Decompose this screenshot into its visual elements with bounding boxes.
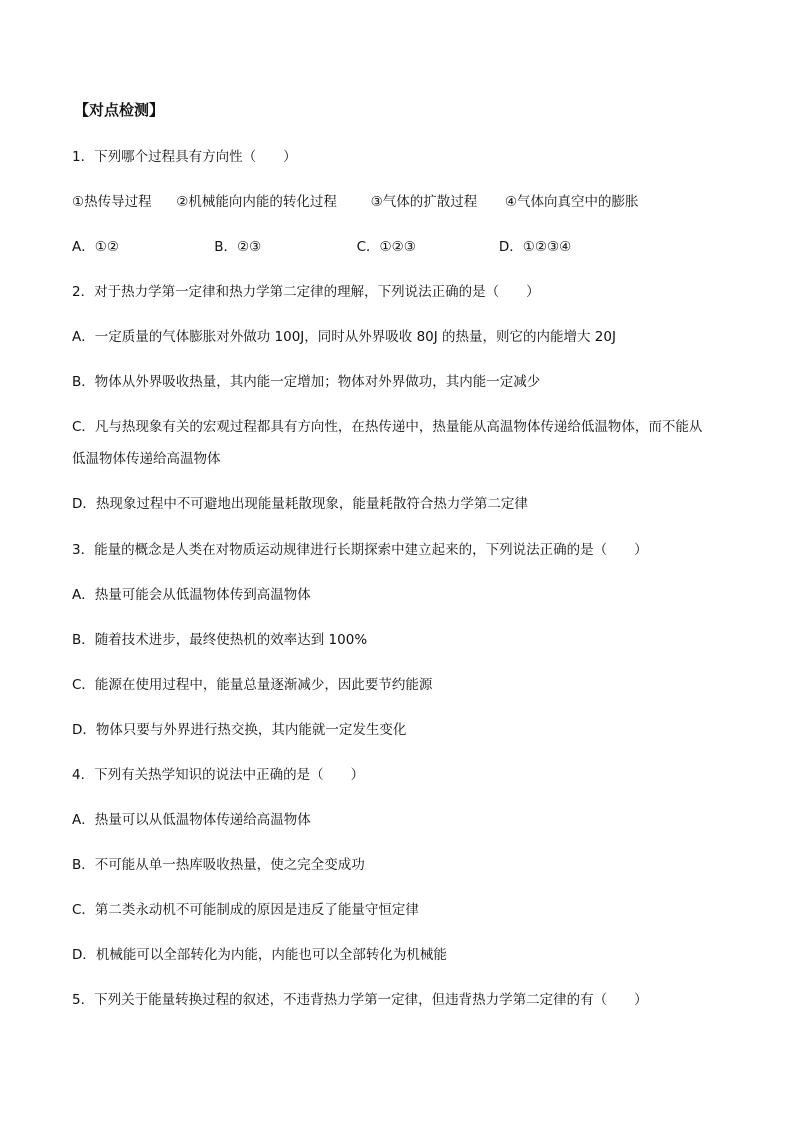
q1-item-3: ③气体的扩散过程 [370,194,478,210]
q1-option-d: D．①②③④ [498,239,572,255]
question-2-option-c-line-1: C．凡与热现象有关的宏观过程都具有方向性，在热传递中，热量能从高温物体传递给低温物体，而不能从 [72,419,703,435]
question-4-option-a: A．热量可以从低温物体传递给高温物体 [72,812,311,828]
q1-item-2: ②机械能向内能的转化过程 [176,194,337,210]
q1-option-b: B．②③ [214,239,262,255]
question-2-option-d: D．热现象过程中不可避地出现能量耗散现象，能量耗散符合热力学第二定律 [72,496,528,512]
q1-item-4: ④气体向真空中的膨胀 [504,194,639,210]
question-2-stem: 2．对于热力学第一定律和热力学第二定律的理解，下列说法正确的是（ ） [72,284,540,300]
section-title: 【对点检测】 [74,101,165,119]
question-3-stem: 3．能量的概念是人类在对物质运动规律进行长期探索中建立起来的，下列说法正确的是（ ） [72,542,648,558]
question-2-option-a: A．一定质量的气体膨胀对外做功 100J，同时从外界吸收 80J 的热量，则它的内能增大 20J [72,329,616,345]
question-4-option-b: B．不可能从单一热库吸收热量，使之完全变成功 [72,857,365,873]
question-5-stem: 5．下列关于能量转换过程的叙述，不违背热力学第一定律，但违背热力学第二定律的有（ ） [72,992,648,1008]
q1-item-1: ①热传导过程 [72,194,152,210]
question-4-option-d: D．机械能可以全部转化为内能，内能也可以全部转化为机械能 [72,947,447,963]
question-3-option-b: B．随着技术进步，最终使热机的效率达到 100% [72,632,368,648]
question-2-option-c-line-2: 低温物体传递给高温物体 [72,451,221,467]
question-3-option-d: D．物体只要与外界进行热交换，其内能就一定发生变化 [72,722,407,738]
question-3-option-a: A．热量可能会从低温物体传到高温物体 [72,587,311,603]
question-1-options [72,238,571,256]
question-4-option-c: C．第二类永动机不可能制成的原因是违反了能量守恒定律 [72,902,419,918]
question-1-items [72,193,639,211]
question-3-option-c: C．能源在使用过程中，能量总量逐渐减少，因此要节约能源 [72,677,433,693]
q1-option-a: A．①② [72,239,119,255]
question-4-stem: 4．下列有关热学知识的说法中正确的是（ ） [72,767,365,783]
q1-option-c: C．①②③ [356,239,416,255]
question-1-stem: 1．下列哪个过程具有方向性（ ） [72,149,297,165]
question-2-option-b: B．物体从外界吸收热量，其内能一定增加；物体对外界做功，其内能一定减少 [72,374,541,390]
